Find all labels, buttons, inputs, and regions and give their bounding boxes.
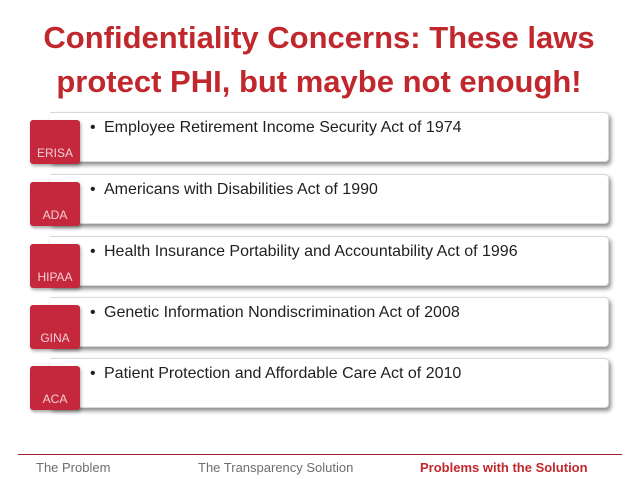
footer-link-the-problem[interactable]: The Problem [36,459,111,475]
footer-link-the-transparency-solution[interactable]: The Transparency Solution [198,459,354,475]
law-row-aca [30,358,608,408]
bullet-icon: • [90,119,96,136]
law-name: Patient Protection and Affordable Care Act of 2010 [104,365,462,382]
law-name: Americans with Disabilities Act of 1990 [104,181,378,198]
slide-title [0,16,638,104]
law-description [90,365,600,383]
law-acronym-tag: HIPAA [30,244,80,288]
law-description [90,243,600,261]
slide-title-line-2: protect PHI, but maybe not enough! [56,64,582,99]
law-description [90,181,600,199]
law-name: Health Insurance Portability and Accountability Act of 1996 [104,243,518,260]
law-row-ada [30,174,608,224]
bullet-icon: • [90,304,96,321]
law-name: Employee Retirement Income Security Act of 1974 [104,119,462,136]
law-row-hipaa [30,236,608,286]
law-acronym-tag: ERISA [30,120,80,164]
law-description [90,119,600,137]
bullet-icon: • [90,243,96,260]
footer-link-problems-with-the-solution[interactable]: Problems with the Solution [420,459,588,475]
law-name: Genetic Information Nondiscrimination Act of 2008 [104,304,460,321]
bullet-icon: • [90,181,96,198]
law-acronym-tag: ACA [30,366,80,410]
law-row-erisa [30,112,608,162]
law-description [90,304,600,322]
footer-nav [18,454,622,479]
bullet-icon: • [90,365,96,382]
law-row-gina [30,297,608,347]
slide-title-line-1: Confidentiality Concerns: These laws [43,20,595,55]
law-acronym-tag: GINA [30,305,80,349]
law-acronym-tag: ADA [30,182,80,226]
